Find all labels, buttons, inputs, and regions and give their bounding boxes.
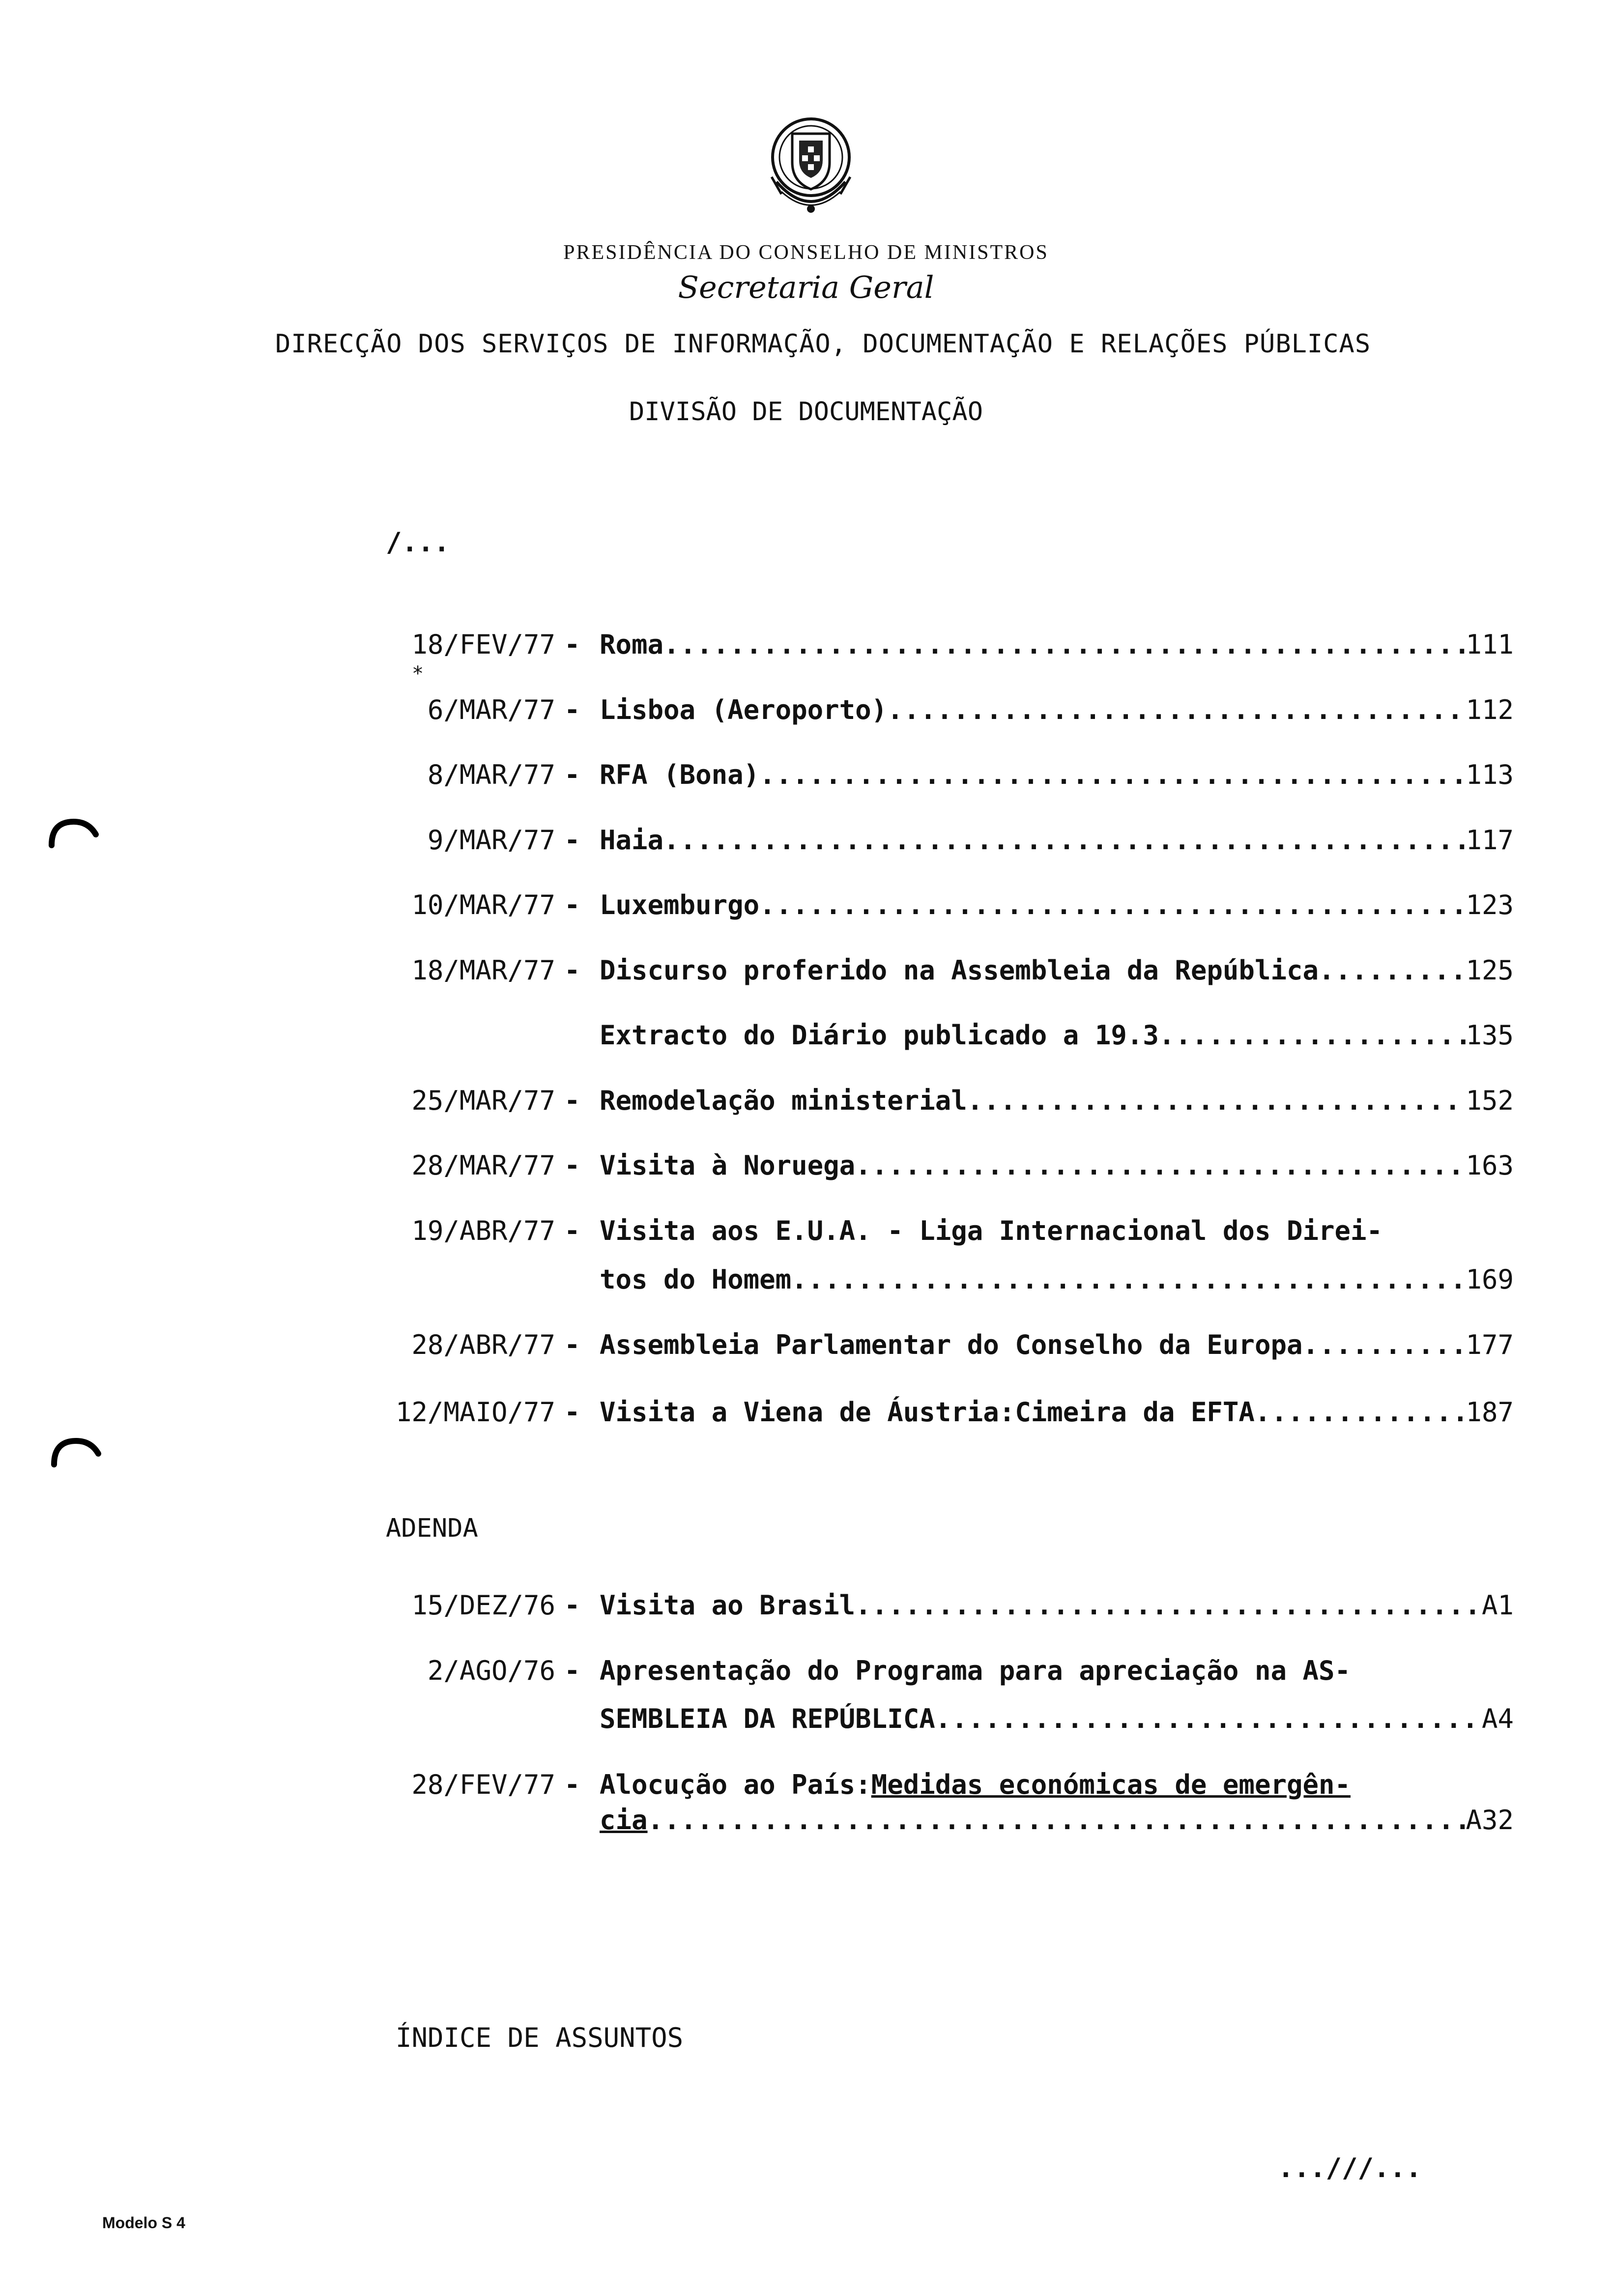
toc-entry [600,759,1514,790]
entry-title-line1: Apresentação do Programa para apreciação na AS- [600,1655,1351,1686]
entry-page: 163 [1466,1150,1514,1181]
dot-leader [663,629,1466,660]
entry-page: A32 [1466,1805,1514,1836]
toc-entry [600,1020,1514,1051]
toc-entry [600,1805,1514,1836]
entry-dash: - [564,1397,580,1428]
dot-leader [1159,1020,1466,1051]
toc-entry [600,1264,1514,1295]
dot-leader [759,759,1466,790]
entry-page: 152 [1466,1085,1514,1116]
punch-hole-mark [49,1435,103,1469]
asterisk-mark: * [412,662,424,685]
toc-entry [600,629,1514,660]
entry-dash: - [564,1769,580,1800]
secretaria-geral-signature: Secretaria Geral [678,269,934,305]
entry-dash: - [564,1329,580,1360]
toc-entry [600,1590,1514,1621]
entry-title: SEMBLEIA DA REPÚBLICA [600,1703,935,1734]
entry-title: Lisboa (Aeroporto) [600,694,888,725]
entry-dash: - [564,1150,580,1181]
entry-date: 6/MAR/77 [427,694,555,725]
toc-entry [600,1703,1514,1734]
entry-date: 28/FEV/77 [411,1769,555,1800]
dot-leader [1319,955,1466,986]
entry-date: 10/MAR/77 [411,890,555,920]
entry-title: RFA (Bona) [600,759,760,790]
entry-title: Visita à Noruega [600,1150,856,1181]
entry-date: 18/FEV/77 [411,629,555,660]
coat-of-arms-emblem [752,108,870,226]
entry-title-plain: Alocução ao País: [600,1769,871,1800]
entry-title: Discurso proferido na Assembleia da República [600,955,1319,986]
entry-date: 28/MAR/77 [411,1150,555,1181]
entry-title: Remodelação ministerial [600,1085,967,1116]
entry-title: Visita a Viena de Áustria:Cimeira da EFTA [600,1397,1255,1428]
dot-leader [855,1590,1482,1621]
entry-title-line1 [600,1769,1351,1800]
entry-date: 18/MAR/77 [411,955,555,986]
dot-leader [935,1703,1482,1734]
dot-leader [1302,1329,1466,1360]
entry-dash: - [564,1655,580,1686]
entry-page: 117 [1466,825,1514,856]
entry-dash: - [564,955,580,986]
entry-title: Roma [600,629,664,660]
entry-dash: - [564,1215,580,1246]
entry-page: 135 [1466,1020,1514,1051]
continuation-marker: /... [386,527,450,558]
dot-leader [855,1150,1466,1181]
entry-dash: - [564,629,580,660]
entry-page: 111 [1466,629,1514,660]
entry-title: Assembleia Parlamentar do Conselho da Europa [600,1329,1303,1360]
entry-dash: - [564,759,580,790]
dot-leader [759,890,1466,920]
dot-leader [887,694,1466,725]
entry-page: 187 [1466,1397,1514,1428]
entry-dash: - [564,1085,580,1116]
entry-page: 112 [1466,694,1514,725]
continued-marker: ...///... [1278,2152,1422,2183]
entry-page: 125 [1466,955,1514,986]
entry-title: Visita ao Brasil [600,1590,856,1621]
direccao-heading: DIRECÇÃO DOS SERVIÇOS DE INFORMAÇÃO, DOCUMENTAÇÃO E RELAÇÕES PÚBLICAS [275,329,1371,359]
dot-leader [1255,1397,1466,1428]
entry-date: 9/MAR/77 [427,825,555,856]
entry-page: 177 [1466,1329,1514,1360]
entry-title: Haia [600,825,664,856]
divisao-heading: DIVISÃO DE DOCUMENTAÇÃO [629,397,983,427]
presidencia-heading: PRESIDÊNCIA DO CONSELHO DE MINISTROS [563,241,1049,264]
entry-page: A1 [1481,1590,1514,1621]
dot-leader [648,1805,1466,1836]
entry-date: 28/ABR/77 [411,1329,555,1360]
entry-title: Extracto do Diário publicado a 19.3 [600,1020,1159,1051]
entry-title: cia [600,1805,648,1836]
entry-title-underlined: Medidas económicas de emergên- [871,1769,1351,1800]
dot-leader [967,1085,1466,1116]
adenda-heading: ADENDA [386,1514,478,1543]
entry-page: 113 [1466,759,1514,790]
dot-leader [791,1264,1466,1295]
entry-dash: - [564,825,580,856]
entry-title-line1: Visita aos E.U.A. - Liga Internacional dos Direi- [600,1215,1383,1246]
entry-date: 25/MAR/77 [411,1085,555,1116]
entry-dash: - [564,890,580,920]
entry-page: 169 [1466,1264,1514,1295]
entry-date: 19/ABR/77 [411,1215,555,1246]
toc-entry [600,955,1514,986]
toc-entry [600,890,1514,920]
entry-dash: - [564,694,580,725]
entry-title: tos do Homem [600,1264,792,1295]
toc-entry [600,694,1514,725]
toc-entry [600,1329,1514,1360]
entry-title: Luxemburgo [600,890,760,920]
form-model-label: Modelo S 4 [102,2214,185,2232]
entry-date: 2/AGO/76 [427,1655,555,1686]
entry-date: 15/DEZ/76 [411,1590,555,1621]
toc-entry [600,1150,1514,1181]
indice-heading: ÍNDICE DE ASSUNTOS [396,2022,684,2053]
dot-leader [663,825,1466,856]
entry-page: 123 [1466,890,1514,920]
entry-page: A4 [1481,1703,1514,1734]
toc-entry [600,825,1514,856]
entry-date: 12/MAIO/77 [395,1397,555,1428]
entry-date: 8/MAR/77 [427,759,555,790]
entry-dash: - [564,1590,580,1621]
punch-hole-mark [47,816,101,850]
toc-entry [600,1397,1514,1428]
toc-entry [600,1085,1514,1116]
